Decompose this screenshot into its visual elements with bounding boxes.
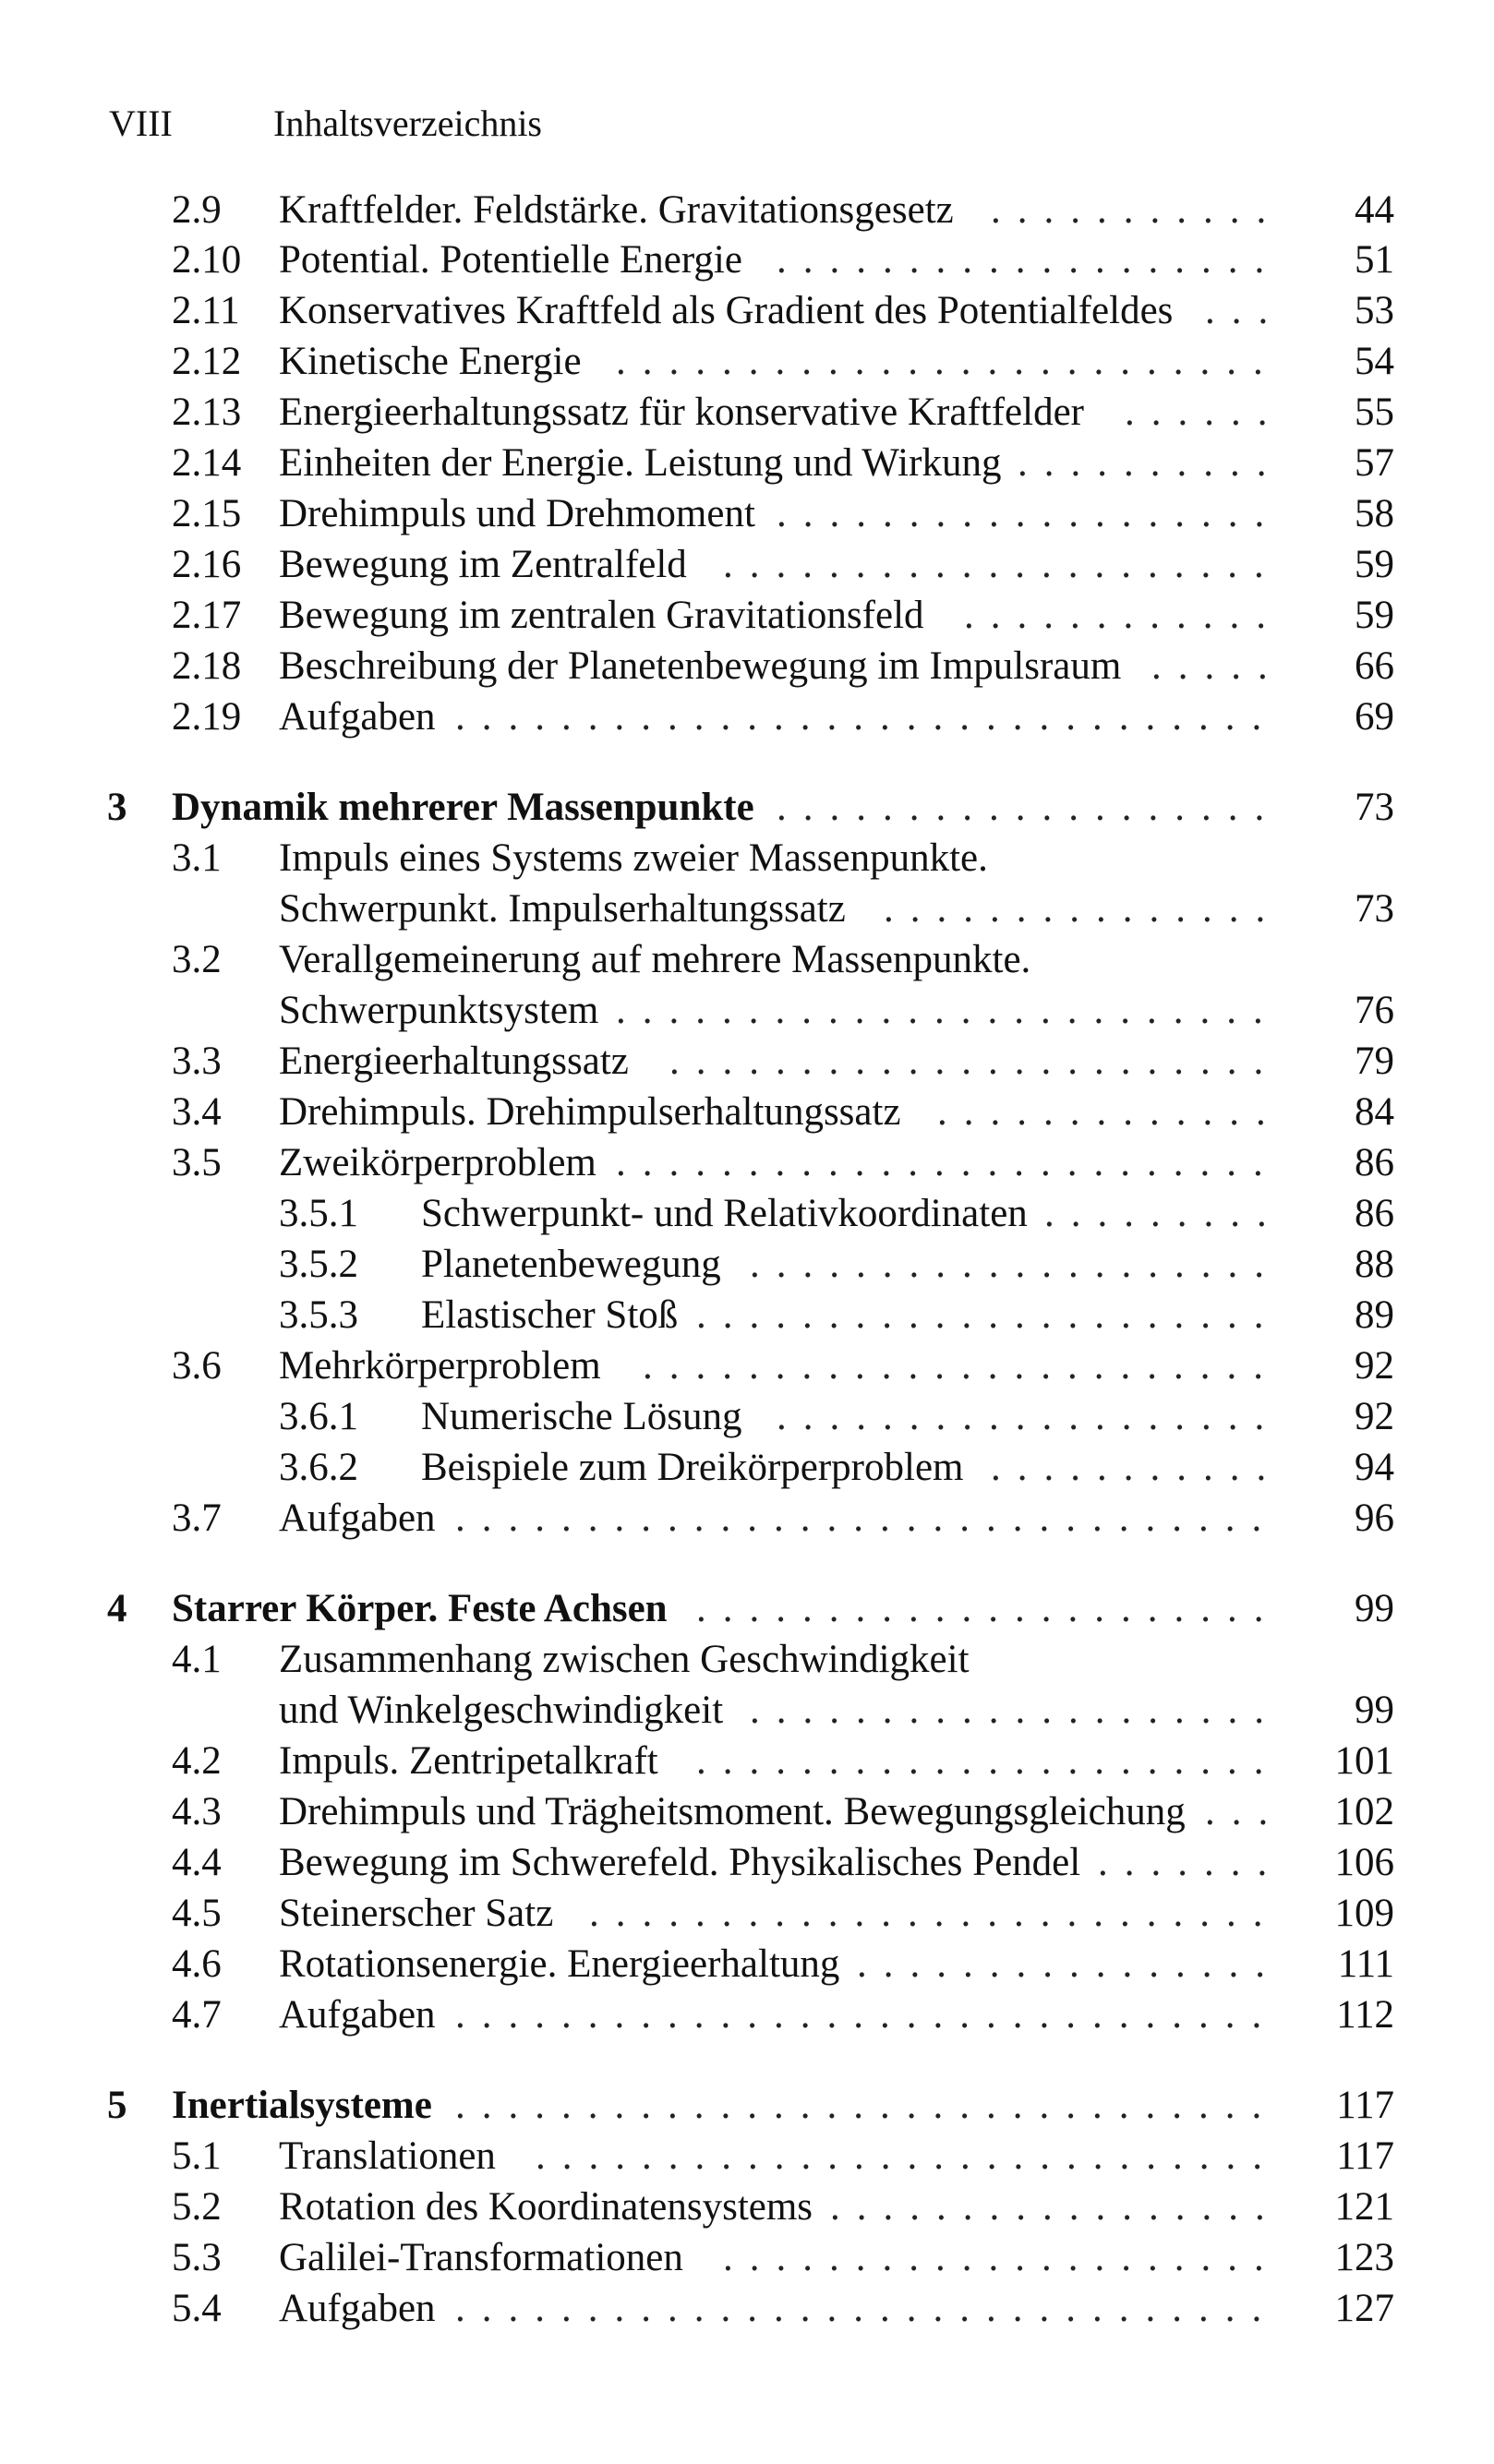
toc-entry-page: 121 (1334, 2185, 1394, 2229)
toc-entry (0, 1087, 1494, 1137)
toc-entry-title: Impuls. Zentripetalkraft (279, 1739, 658, 1783)
toc-entry-title: Bewegung im Zentralfeld (279, 543, 687, 586)
toc-entry-page: 59 (1355, 594, 1394, 637)
toc-entry-page: 112 (1336, 1993, 1394, 2037)
toc-entry-number: 2.17 (172, 594, 242, 637)
toc-entry-title: Kraftfelder. Feldstärke. Gravitationsgesetz (279, 188, 954, 232)
dot-leader: ........... (991, 188, 1283, 232)
dot-leader: ......................... (616, 340, 1280, 383)
toc-entry-number: 3.6.1 (279, 1395, 358, 1438)
toc-entry (0, 185, 1494, 235)
toc-entry-title: Aufgaben (279, 695, 436, 739)
toc-entry-page: 59 (1355, 543, 1394, 586)
dot-leader: ............ (964, 594, 1283, 637)
toc-entry (0, 1939, 1494, 1989)
toc-entry-page: 55 (1355, 391, 1394, 434)
toc-entry-title: Drehimpuls und Trägheitsmoment. Bewegungsgleichung (279, 1790, 1186, 1833)
toc-entry-number: 4 (107, 1587, 127, 1630)
toc-entry-page: 79 (1355, 1040, 1394, 1083)
toc-entry (0, 1493, 1494, 1544)
toc-entry-page: 117 (1336, 2084, 1394, 2127)
dot-leader: ................... (777, 238, 1282, 282)
toc-entry (0, 1036, 1494, 1087)
toc-entry-number: 5.2 (172, 2185, 222, 2229)
toc-entry-title: Numerische Lösung (421, 1395, 742, 1438)
dot-leader: ........................ (643, 1344, 1280, 1388)
toc-entry-title: Aufgaben (279, 1993, 436, 2037)
dot-leader: ...................... (696, 1739, 1281, 1783)
dot-leader: ............................ (536, 2134, 1279, 2178)
toc-entry-title: Potential. Potentielle Energie (279, 238, 742, 282)
toc-entry (0, 691, 1494, 742)
toc-entry-title: Bewegung im Schwerefeld. Physikalisches Pendel (279, 1841, 1081, 1884)
toc-entry (0, 1685, 1494, 1736)
dot-leader: ......................... (616, 989, 1280, 1032)
toc-entry-page: 54 (1355, 340, 1394, 383)
toc-entry-number: 3.5.1 (279, 1192, 358, 1235)
toc-chapter (0, 1583, 1494, 1634)
toc-entry-page: 109 (1334, 1892, 1394, 1935)
toc-entry-title: Schwerpunkt. Impulserhaltungssatz (279, 887, 846, 931)
toc-entry-title: Mehrkörperproblem (279, 1344, 601, 1388)
toc-entry-title: Beschreibung der Planetenbewegung im Impulsraum (279, 644, 1122, 688)
toc-entry-number: 4.6 (172, 1942, 222, 1986)
toc-entry-page: 86 (1355, 1192, 1394, 1235)
toc-entry-number: 5.1 (172, 2134, 222, 2178)
toc-entry-number: 2.18 (172, 644, 242, 688)
dot-leader: .......... (1018, 441, 1283, 485)
dot-leader: ..... (1151, 644, 1284, 688)
toc-entry (0, 1634, 1494, 1685)
toc-entry (0, 934, 1494, 985)
toc-entry-title: Starrer Körper. Feste Achsen (172, 1587, 668, 1630)
toc-entry-page: 127 (1334, 2287, 1394, 2330)
header-title: Inhaltsverzeichnis (273, 102, 542, 144)
toc-entry-page: 92 (1355, 1395, 1394, 1438)
toc-entry-title: Galilei-Transformationen (279, 2236, 683, 2279)
toc-entry-number: 5 (107, 2084, 127, 2127)
toc-entry-page: 99 (1355, 1689, 1394, 1732)
toc-entry-title: Steinerscher Satz (279, 1892, 554, 1935)
toc-entry-title: Aufgaben (279, 1496, 436, 1540)
dot-leader: .................... (750, 1243, 1281, 1286)
toc-entry-title: Aufgaben (279, 2287, 436, 2330)
toc-entry-number: 2.15 (172, 492, 242, 535)
toc-entry-title: Beispiele zum Dreikörperproblem (421, 1446, 964, 1489)
toc-entry-number: 3.4 (172, 1090, 222, 1134)
toc-entry-title: und Winkelgeschwindigkeit (279, 1689, 724, 1732)
dot-leader: ............. (937, 1090, 1283, 1134)
toc-entry-title: Energieerhaltungssatz für konservative Kraftfelder (279, 391, 1084, 434)
dot-leader: ................ (857, 1942, 1282, 1986)
toc-entry (0, 387, 1494, 438)
toc-entry (0, 1188, 1494, 1239)
toc-entry-page: 88 (1355, 1243, 1394, 1286)
toc-entry-page: 57 (1355, 441, 1394, 485)
toc-entry-title: Schwerpunkt- und Relativkoordinaten (421, 1192, 1028, 1235)
toc-entry-number: 2.9 (172, 188, 222, 232)
toc-entry-page: 117 (1336, 2134, 1394, 2178)
toc-entry-page: 58 (1355, 492, 1394, 535)
toc-entry-number: 2.11 (172, 289, 240, 332)
toc-entry-title: Einheiten der Energie. Leistung und Wirkung (279, 441, 1002, 485)
dot-leader: ..................... (723, 543, 1281, 586)
dot-leader: ................. (830, 2185, 1282, 2229)
toc-entry (0, 1989, 1494, 2040)
toc-entry-title: Planetenbewegung (421, 1243, 721, 1286)
toc-entry-title: Konservatives Kraftfeld als Gradient des Potentialfeldes (279, 289, 1174, 332)
toc-entry-page: 69 (1355, 695, 1394, 739)
toc-entry (0, 1837, 1494, 1888)
dot-leader: ................... (777, 492, 1282, 535)
toc-entry-title: Zweikörperproblem (279, 1141, 596, 1184)
toc-entry-page: 51 (1355, 238, 1394, 282)
toc-entry-title: Drehimpuls. Drehimpulserhaltungssatz (279, 1090, 901, 1134)
dot-leader: ............................... (455, 695, 1279, 739)
toc-entry-page: 84 (1355, 1090, 1394, 1134)
toc-entry-number: 4.3 (172, 1790, 222, 1833)
dot-leader: ..................... (723, 2236, 1281, 2279)
toc-entry-number: 2.10 (172, 238, 242, 282)
dot-leader: ................... (777, 786, 1282, 829)
toc-entry-title: Verallgemeinerung auf mehrere Massenpunkte. (279, 938, 1031, 981)
toc-entry-number: 4.7 (172, 1993, 222, 2037)
toc-entry-title: Impuls eines Systems zweier Massenpunkte. (279, 836, 988, 880)
toc-entry-title: Inertialsysteme (172, 2084, 432, 2127)
dot-leader: ......... (1044, 1192, 1283, 1235)
toc-entry-page: 66 (1355, 644, 1394, 688)
toc-entry (0, 1239, 1494, 1290)
toc-entry-number: 3.5.3 (279, 1293, 358, 1337)
toc-entry (0, 1736, 1494, 1786)
toc-entry (0, 1442, 1494, 1493)
toc-entry (0, 1391, 1494, 1442)
toc-entry (0, 1290, 1494, 1340)
dot-leader: ......................... (616, 1141, 1280, 1184)
toc-entry-title: Kinetische Energie (279, 340, 582, 383)
toc-entry (0, 1340, 1494, 1391)
toc-entry (0, 883, 1494, 934)
toc-entry-title: Rotation des Koordinatensystems (279, 2185, 813, 2229)
toc-entry (0, 234, 1494, 285)
toc-entry (0, 641, 1494, 691)
toc-entry-page: 99 (1355, 1587, 1394, 1630)
toc-entry-page: 101 (1334, 1739, 1394, 1783)
dot-leader: ...................... (696, 1587, 1281, 1630)
toc-entry-number: 5.3 (172, 2236, 222, 2279)
toc-entry-number: 4.4 (172, 1841, 222, 1884)
dot-leader: ........... (991, 1446, 1283, 1489)
toc-entry-number: 2.14 (172, 441, 242, 485)
toc-entry-number: 2.19 (172, 695, 242, 739)
toc-entry (0, 2232, 1494, 2283)
dot-leader: ...................... (696, 1293, 1281, 1337)
toc-entry-number: 3.6 (172, 1344, 222, 1388)
toc-entry (0, 985, 1494, 1036)
toc-entry (0, 438, 1494, 488)
toc-entry-page: 106 (1334, 1841, 1394, 1884)
toc-entry-title: Energieerhaltungssatz (279, 1040, 629, 1083)
toc-entry-number: 3 (107, 786, 127, 829)
dot-leader: ................... (777, 1395, 1282, 1438)
dot-leader: ... (1205, 289, 1285, 332)
toc-entry (0, 1888, 1494, 1939)
toc-entry-page: 44 (1355, 188, 1394, 232)
header-page-number: VIII (109, 102, 173, 144)
toc-entry-page: 89 (1355, 1293, 1394, 1337)
toc-entry-number: 2.16 (172, 543, 242, 586)
toc-entry-number: 3.1 (172, 836, 222, 880)
dot-leader: ....................... (669, 1040, 1281, 1083)
toc-entry-page: 111 (1337, 1942, 1394, 1986)
toc-entry-number: 5.4 (172, 2287, 222, 2330)
toc-entry-number: 4.5 (172, 1892, 222, 1935)
toc-entry-title: Rotationsenergie. Energieerhaltung (279, 1942, 840, 1986)
toc-entry-title: Translationen (279, 2134, 496, 2178)
toc-entry-number: 3.3 (172, 1040, 222, 1083)
toc-entry-page: 76 (1355, 989, 1394, 1032)
toc-entry-page: 73 (1355, 786, 1394, 829)
toc-entry-number: 4.1 (172, 1638, 222, 1681)
dot-leader: ... (1205, 1790, 1285, 1833)
toc-entry-number: 2.12 (172, 340, 242, 383)
dot-leader: ............................... (455, 2287, 1279, 2330)
page-header (109, 100, 542, 148)
dot-leader: ............... (884, 887, 1283, 931)
dot-leader: ............................... (455, 2084, 1279, 2127)
toc-chapter (0, 2080, 1494, 2131)
toc-entry-title: Zusammenhang zwischen Geschwindigkeit (279, 1638, 970, 1681)
toc-entry-page: 96 (1355, 1496, 1394, 1540)
dot-leader: ...... (1125, 391, 1284, 434)
toc-entry (0, 833, 1494, 883)
dot-leader: ............................... (455, 1496, 1279, 1540)
toc-entry-number: 2.13 (172, 391, 242, 434)
toc-entry-number: 3.5.2 (279, 1243, 358, 1286)
toc-entry (0, 285, 1494, 336)
toc-entry-number: 3.2 (172, 938, 222, 981)
toc-entry (0, 1786, 1494, 1837)
toc-entry-page: 102 (1334, 1790, 1394, 1833)
toc-entry (0, 1137, 1494, 1188)
toc-entry-page: 53 (1355, 289, 1394, 332)
toc-entry-title: Schwerpunktsystem (279, 989, 599, 1032)
toc-entry-number: 3.6.2 (279, 1446, 358, 1489)
toc-entry-page: 92 (1355, 1344, 1394, 1388)
toc-entry-page: 86 (1355, 1141, 1394, 1184)
toc-entry-title: Elastischer Stoß (421, 1293, 679, 1337)
toc-entry-page: 73 (1355, 887, 1394, 931)
toc-chapter (0, 782, 1494, 833)
dot-leader: .................... (750, 1689, 1281, 1732)
toc-entry-title: Bewegung im zentralen Gravitationsfeld (279, 594, 924, 637)
toc-entry (0, 488, 1494, 539)
toc-entry-title: Drehimpuls und Drehmoment (279, 492, 755, 535)
toc-entry (0, 2283, 1494, 2334)
toc-entry (0, 539, 1494, 590)
dot-leader: .......................... (589, 1892, 1280, 1935)
toc-entry-title: Dynamik mehrerer Massenpunkte (172, 786, 754, 829)
dot-leader: ....... (1098, 1841, 1284, 1884)
toc-entry-number: 3.7 (172, 1496, 222, 1540)
toc-entry-number: 4.2 (172, 1739, 222, 1783)
dot-leader: ............................... (455, 1993, 1279, 2037)
toc-entry-page: 123 (1334, 2236, 1394, 2279)
toc-entry (0, 590, 1494, 641)
toc-entry (0, 336, 1494, 387)
toc-entry-number: 3.5 (172, 1141, 222, 1184)
toc-entry (0, 2182, 1494, 2232)
toc-entry-page: 94 (1355, 1446, 1394, 1489)
toc-entry (0, 2131, 1494, 2182)
